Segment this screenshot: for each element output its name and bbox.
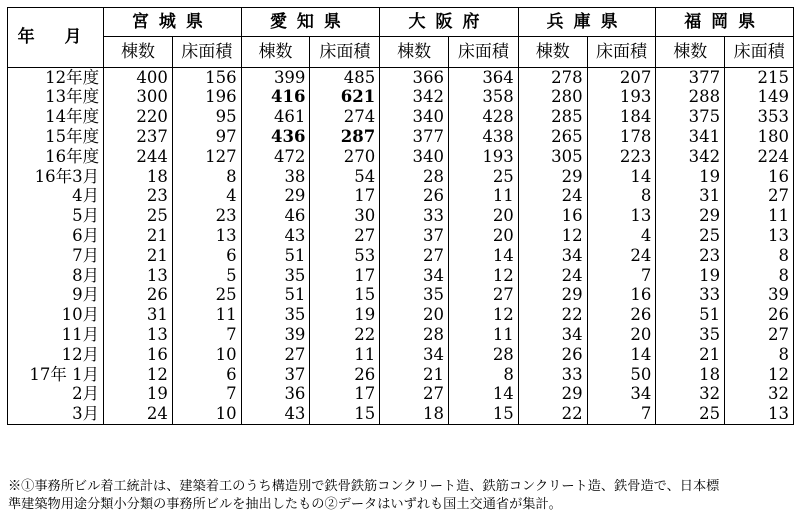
cell-building-count: 35 [241,266,310,286]
cell-floor-area: 485 [310,68,380,88]
cell-building-count: 34 [518,325,587,345]
cell-floor-area: 428 [449,108,519,128]
cell-building-count: 37 [241,365,310,385]
cell-floor-area: 127 [172,147,241,167]
header-row-prefectures [8,8,794,37]
cell-floor-area: 621 [310,88,380,108]
cell-building-count: 29 [656,207,725,227]
cell-building-count: 305 [518,147,587,167]
cell-floor-area: 193 [587,88,656,108]
cell-floor-area: 149 [725,88,794,108]
row-label: 2月 [8,385,104,405]
cell-floor-area: 13 [725,226,794,246]
table-row [8,365,794,385]
table-row [8,187,794,207]
cell-floor-area: 13 [587,207,656,227]
table-row [8,385,794,405]
cell-building-count: 51 [241,246,310,266]
cell-building-count: 27 [380,385,449,405]
cell-building-count: 29 [518,286,587,306]
cell-floor-area: 11 [725,207,794,227]
row-label: 13年度 [8,88,104,108]
cell-building-count: 43 [241,405,310,425]
cell-floor-area: 8 [725,345,794,365]
row-label: 12年度 [8,68,104,88]
cell-building-count: 33 [518,365,587,385]
cell-building-count: 461 [241,108,310,128]
table-row [8,147,794,167]
cell-floor-area: 7 [172,385,241,405]
cell-floor-area: 15 [310,405,380,425]
cell-building-count: 31 [656,187,725,207]
cell-building-count: 366 [380,68,449,88]
table-row [8,246,794,266]
row-label: 14年度 [8,108,104,128]
office-building-starts-table [7,7,794,425]
cell-floor-area: 10 [172,405,241,425]
cell-building-count: 16 [104,345,173,365]
cell-building-count: 340 [380,147,449,167]
cell-building-count: 25 [104,207,173,227]
cell-floor-area: 27 [725,325,794,345]
cell-floor-area: 13 [725,405,794,425]
row-label: 16年3月 [8,167,104,187]
cell-floor-area: 8 [172,167,241,187]
cell-floor-area: 196 [172,88,241,108]
table-row [8,345,794,365]
cell-building-count: 21 [104,246,173,266]
cell-building-count: 265 [518,127,587,147]
cell-building-count: 300 [104,88,173,108]
cell-building-count: 43 [241,226,310,246]
cell-building-count: 19 [656,266,725,286]
cell-floor-area: 4 [172,187,241,207]
subheader-floor-area: 床面積 [587,37,656,68]
cell-building-count: 29 [241,187,310,207]
cell-floor-area: 26 [587,306,656,326]
cell-floor-area: 14 [449,246,519,266]
cell-floor-area: 25 [172,286,241,306]
cell-building-count: 26 [104,286,173,306]
cell-building-count: 34 [380,345,449,365]
row-label: 17年 1月 [8,365,104,385]
cell-building-count: 342 [380,88,449,108]
cell-building-count: 38 [241,167,310,187]
subheader-floor-area: 床面積 [310,37,380,68]
subheader-count: 棟数 [518,37,587,68]
cell-floor-area: 7 [587,266,656,286]
cell-building-count: 20 [380,306,449,326]
cell-floor-area: 8 [725,246,794,266]
cell-building-count: 24 [518,187,587,207]
cell-floor-area: 11 [310,345,380,365]
cell-building-count: 21 [380,365,449,385]
row-label: 12月 [8,345,104,365]
cell-building-count: 285 [518,108,587,128]
cell-building-count: 19 [656,167,725,187]
cell-building-count: 288 [656,88,725,108]
row-label: 5月 [8,207,104,227]
cell-floor-area: 54 [310,167,380,187]
cell-building-count: 25 [656,226,725,246]
cell-building-count: 400 [104,68,173,88]
cell-floor-area: 97 [172,127,241,147]
table-row [8,306,794,326]
cell-building-count: 220 [104,108,173,128]
cell-floor-area: 22 [310,325,380,345]
cell-floor-area: 17 [310,385,380,405]
cell-building-count: 22 [518,405,587,425]
cell-floor-area: 25 [449,167,519,187]
cell-floor-area: 28 [449,345,519,365]
cell-building-count: 23 [656,246,725,266]
cell-building-count: 26 [380,187,449,207]
prefecture-header-hyogo: 兵庫県 [518,8,656,37]
cell-floor-area: 50 [587,365,656,385]
cell-building-count: 28 [380,325,449,345]
table-row [8,108,794,128]
row-label: 16年度 [8,147,104,167]
cell-floor-area: 17 [310,266,380,286]
cell-floor-area: 178 [587,127,656,147]
cell-floor-area: 215 [725,68,794,88]
cell-building-count: 24 [104,405,173,425]
cell-floor-area: 4 [587,226,656,246]
cell-floor-area: 8 [449,365,519,385]
subheader-floor-area: 床面積 [725,37,794,68]
row-label: 6月 [8,226,104,246]
cell-building-count: 23 [104,187,173,207]
cell-building-count: 18 [104,167,173,187]
row-label: 7月 [8,246,104,266]
cell-floor-area: 53 [310,246,380,266]
subheader-count: 棟数 [380,37,449,68]
cell-floor-area: 353 [725,108,794,128]
cell-floor-area: 287 [310,127,380,147]
cell-building-count: 34 [380,266,449,286]
cell-floor-area: 274 [310,108,380,128]
cell-floor-area: 184 [587,108,656,128]
cell-floor-area: 8 [725,266,794,286]
cell-building-count: 342 [656,147,725,167]
cell-floor-area: 17 [310,187,380,207]
cell-building-count: 377 [380,127,449,147]
table-row [8,325,794,345]
cell-floor-area: 13 [172,226,241,246]
cell-building-count: 34 [518,246,587,266]
cell-building-count: 237 [104,127,173,147]
cell-floor-area: 15 [310,286,380,306]
subheader-floor-area: 床面積 [449,37,519,68]
cell-building-count: 13 [104,266,173,286]
cell-floor-area: 20 [449,226,519,246]
row-label: 4月 [8,187,104,207]
footnote-line-1: ※①事務所ビル着工統計は、建築着工のうち構造別で鉄骨鉄筋コンクリート造、鉄筋コンクリート造、鉄骨造で、日本標 [8,479,720,494]
cell-floor-area: 12 [449,266,519,286]
table-row [8,127,794,147]
row-label: 8月 [8,266,104,286]
cell-floor-area: 223 [587,147,656,167]
cell-building-count: 13 [104,325,173,345]
cell-building-count: 33 [656,286,725,306]
cell-building-count: 12 [518,226,587,246]
cell-floor-area: 7 [587,405,656,425]
cell-building-count: 436 [241,127,310,147]
cell-floor-area: 20 [587,325,656,345]
cell-building-count: 26 [518,345,587,365]
table-body [8,68,794,425]
cell-floor-area: 16 [587,286,656,306]
cell-building-count: 278 [518,68,587,88]
row-label: 15年度 [8,127,104,147]
cell-building-count: 19 [104,385,173,405]
row-label: 10月 [8,306,104,326]
year-month-header: 年 月 [8,8,104,68]
subheader-count: 棟数 [104,37,173,68]
cell-building-count: 18 [380,405,449,425]
cell-floor-area: 27 [310,226,380,246]
cell-floor-area: 14 [449,385,519,405]
cell-building-count: 21 [104,226,173,246]
cell-building-count: 377 [656,68,725,88]
cell-building-count: 39 [241,325,310,345]
table-row [8,286,794,306]
cell-floor-area: 24 [587,246,656,266]
cell-building-count: 24 [518,266,587,286]
cell-floor-area: 364 [449,68,519,88]
cell-floor-area: 14 [587,167,656,187]
cell-building-count: 280 [518,88,587,108]
cell-building-count: 35 [380,286,449,306]
cell-building-count: 36 [241,385,310,405]
cell-floor-area: 15 [449,405,519,425]
cell-floor-area: 438 [449,127,519,147]
cell-floor-area: 6 [172,246,241,266]
cell-building-count: 51 [656,306,725,326]
cell-floor-area: 30 [310,207,380,227]
cell-building-count: 25 [656,405,725,425]
cell-building-count: 341 [656,127,725,147]
prefecture-header-fukuoka: 福岡県 [656,8,794,37]
cell-building-count: 16 [518,207,587,227]
cell-floor-area: 95 [172,108,241,128]
cell-floor-area: 193 [449,147,519,167]
cell-floor-area: 14 [587,345,656,365]
cell-floor-area: 26 [310,365,380,385]
cell-floor-area: 7 [172,325,241,345]
cell-floor-area: 27 [449,286,519,306]
cell-floor-area: 32 [725,385,794,405]
cell-building-count: 51 [241,286,310,306]
table-row [8,226,794,246]
cell-building-count: 375 [656,108,725,128]
cell-floor-area: 39 [725,286,794,306]
cell-building-count: 416 [241,88,310,108]
prefecture-header-osaka: 大阪府 [380,8,519,37]
cell-building-count: 46 [241,207,310,227]
cell-floor-area: 207 [587,68,656,88]
cell-building-count: 27 [241,345,310,365]
row-label: 3月 [8,405,104,425]
cell-building-count: 31 [104,306,173,326]
row-label: 9月 [8,286,104,306]
cell-floor-area: 180 [725,127,794,147]
cell-building-count: 35 [241,306,310,326]
footnote-line-2: 準建築物用途分類小分類の事務所ビルを抽出したもの②データはいずれも国土交通省が集計。 [8,497,562,512]
cell-building-count: 472 [241,147,310,167]
statistics-table-container [7,7,795,425]
table-row [8,68,794,88]
cell-floor-area: 6 [172,365,241,385]
subheader-count: 棟数 [241,37,310,68]
table-row [8,88,794,108]
row-label: 11月 [8,325,104,345]
cell-floor-area: 19 [310,306,380,326]
cell-building-count: 22 [518,306,587,326]
prefecture-header-aichi: 愛知県 [241,8,380,37]
table-row [8,405,794,425]
cell-floor-area: 358 [449,88,519,108]
cell-floor-area: 11 [449,187,519,207]
cell-building-count: 12 [104,365,173,385]
cell-floor-area: 5 [172,266,241,286]
cell-building-count: 399 [241,68,310,88]
subheader-floor-area: 床面積 [172,37,241,68]
table-row [8,266,794,286]
cell-building-count: 28 [380,167,449,187]
cell-floor-area: 270 [310,147,380,167]
cell-building-count: 33 [380,207,449,227]
cell-building-count: 32 [656,385,725,405]
cell-building-count: 29 [518,167,587,187]
table-row [8,167,794,187]
cell-floor-area: 26 [725,306,794,326]
cell-floor-area: 16 [725,167,794,187]
cell-building-count: 27 [380,246,449,266]
cell-floor-area: 23 [172,207,241,227]
cell-floor-area: 34 [587,385,656,405]
cell-floor-area: 156 [172,68,241,88]
header-row-subcolumns [8,37,794,68]
cell-building-count: 340 [380,108,449,128]
cell-floor-area: 12 [449,306,519,326]
prefecture-header-miyagi: 宮城県 [104,8,242,37]
cell-building-count: 35 [656,325,725,345]
cell-building-count: 21 [656,345,725,365]
cell-building-count: 244 [104,147,173,167]
cell-floor-area: 12 [725,365,794,385]
footnote [8,478,798,514]
cell-floor-area: 11 [172,306,241,326]
subheader-count: 棟数 [656,37,725,68]
table-row [8,207,794,227]
cell-floor-area: 11 [449,325,519,345]
cell-floor-area: 224 [725,147,794,167]
cell-building-count: 18 [656,365,725,385]
cell-floor-area: 10 [172,345,241,365]
cell-building-count: 29 [518,385,587,405]
cell-floor-area: 20 [449,207,519,227]
cell-floor-area: 27 [725,187,794,207]
cell-floor-area: 8 [587,187,656,207]
cell-building-count: 37 [380,226,449,246]
